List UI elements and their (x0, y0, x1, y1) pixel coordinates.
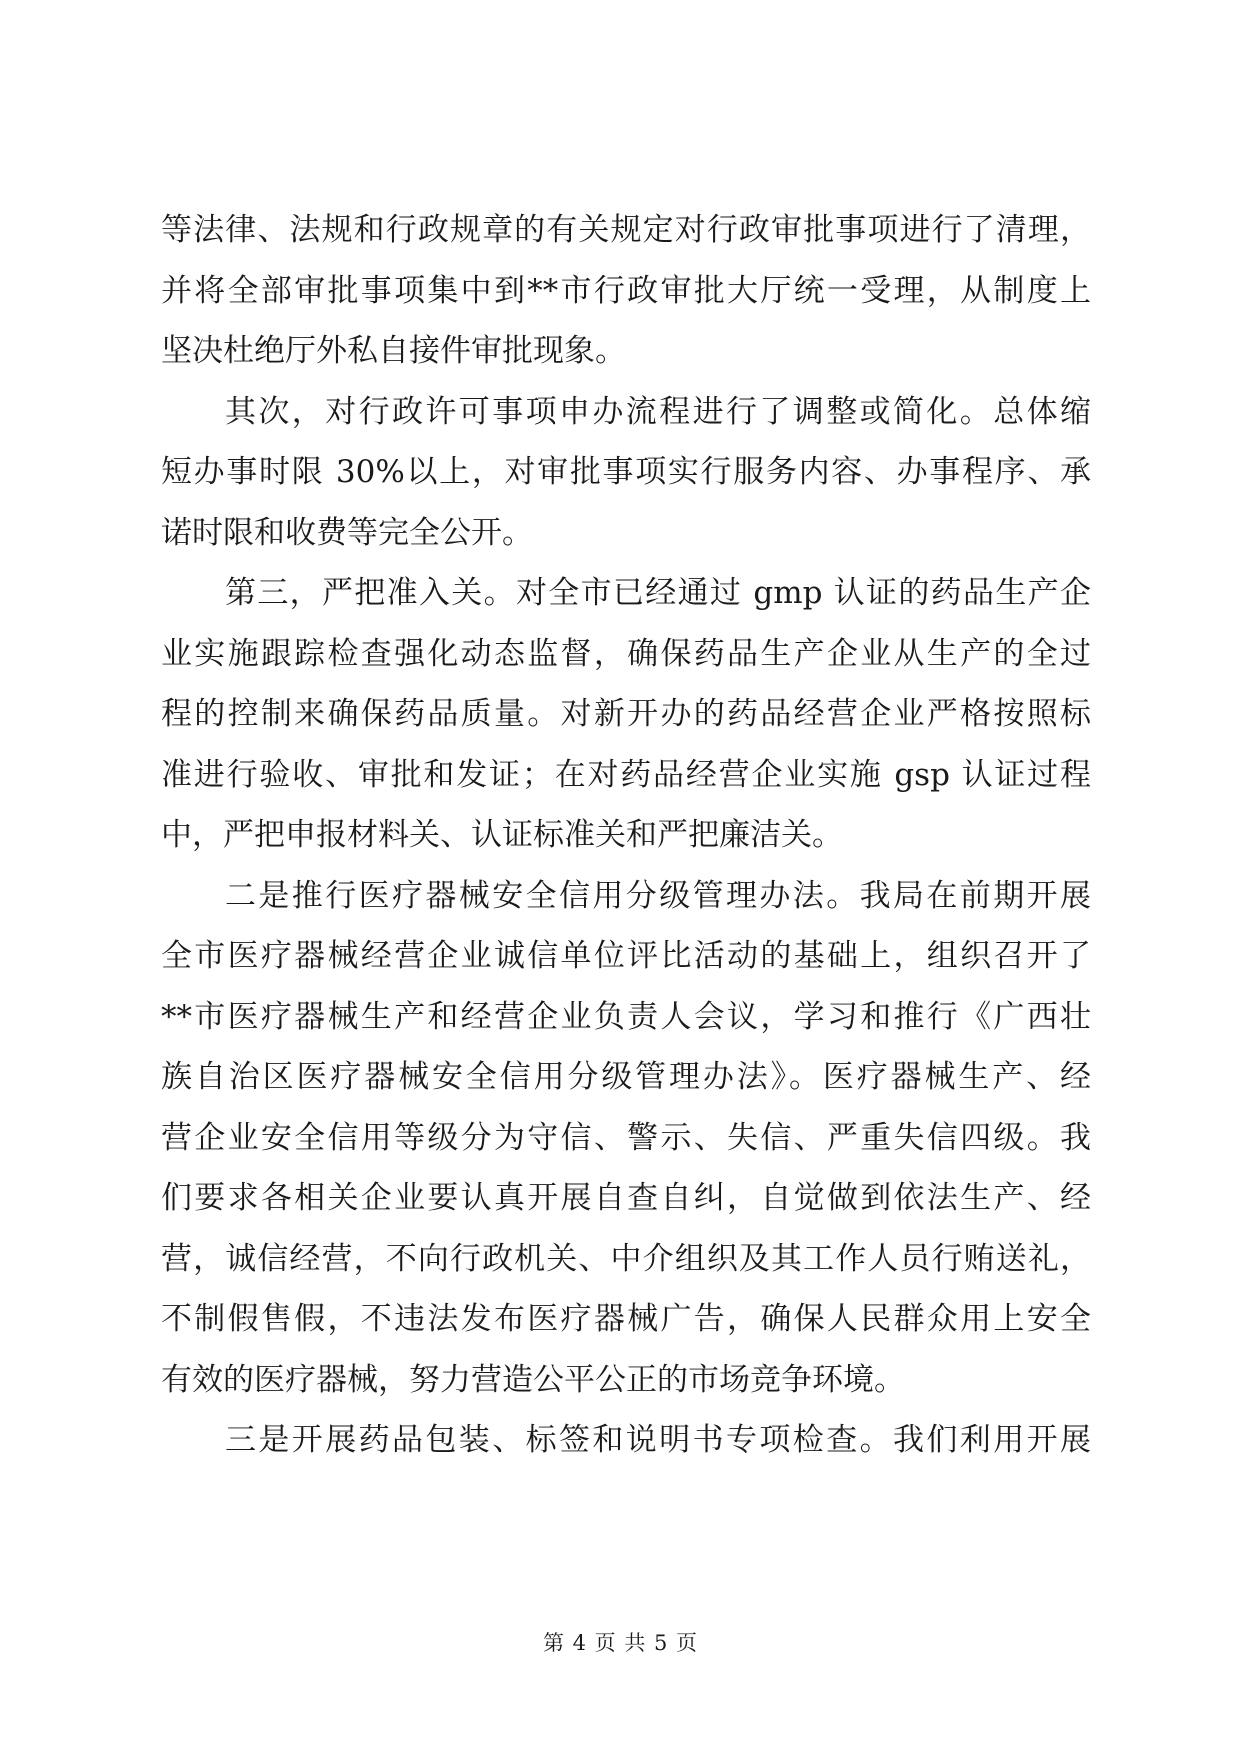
text-line-9: 程的控制来确保药品质量。对新开办的药品经营企业严格按照标 (161, 696, 1091, 732)
text-line-18: 营，诚信经营，不向行政机关、中介组织及其工作人员行贿送礼， (161, 1240, 1091, 1277)
text-line-12: 二是推行医疗器械安全信用分级管理办法。我局在前期开展 (225, 877, 1091, 914)
text-line-1: 等法律、法规和行政规章的有关规定对行政审批事项进行了清理， (161, 212, 1091, 248)
text-line-20: 有效的医疗器械，努力营造公平公正的市场竞争环境。 (161, 1361, 905, 1398)
text-line-10: 准进行验收、审批和发证；在对药品经营企业实施 gsp 认证过程 (161, 756, 1091, 793)
text-line-21: 三是开展药品包装、标签和说明书专项检查。我们利用开展 (225, 1422, 1091, 1458)
text-line-4: 其次，对行政许可事项申办流程进行了调整或简化。总体缩 (225, 393, 1091, 430)
text-line-6: 诺时限和收费等完全公开。 (161, 514, 533, 551)
text-line-19: 不制假售假，不违法发布医疗器械广告，确保人民群众用上安全 (161, 1301, 1091, 1337)
text-line-11: 中，严把申报材料关、认证标准关和严把廉洁关。 (161, 817, 843, 853)
text-line-7: 第三，严把准入关。对全市已经通过 gmp 认证的药品生产企 (225, 575, 1091, 611)
text-line-8: 业实施跟踪检查强化动态监督，确保药品生产企业从生产的全过 (161, 635, 1091, 672)
text-line-3: 坚决杜绝厅外私自接件审批现象。 (161, 333, 626, 369)
text-line-2: 并将全部审批事项集中到**市行政审批大厅统一受理，从制度上 (161, 272, 1091, 309)
text-line-16: 营企业安全信用等级分为守信、警示、失信、严重失信四级。我 (161, 1119, 1091, 1156)
text-line-14: **市医疗器械生产和经营企业负责人会议，学习和推行《广西壮 (161, 998, 1091, 1035)
text-line-17: 们要求各相关企业要认真开展自查自纠，自觉做到依法生产、经 (161, 1180, 1091, 1216)
page-number-footer: 第 4 页 共 5 页 (542, 1631, 699, 1655)
text-line-15: 族自治区医疗器械安全信用分级管理办法》。医疗器械生产、经 (161, 1059, 1091, 1095)
document-body (161, 200, 1091, 1471)
text-line-5: 短办事时限 30%以上，对审批事项实行服务内容、办事程序、承 (161, 454, 1091, 490)
text-line-13: 全市医疗器械经营企业诚信单位评比活动的基础上，组织召开了 (161, 938, 1091, 974)
